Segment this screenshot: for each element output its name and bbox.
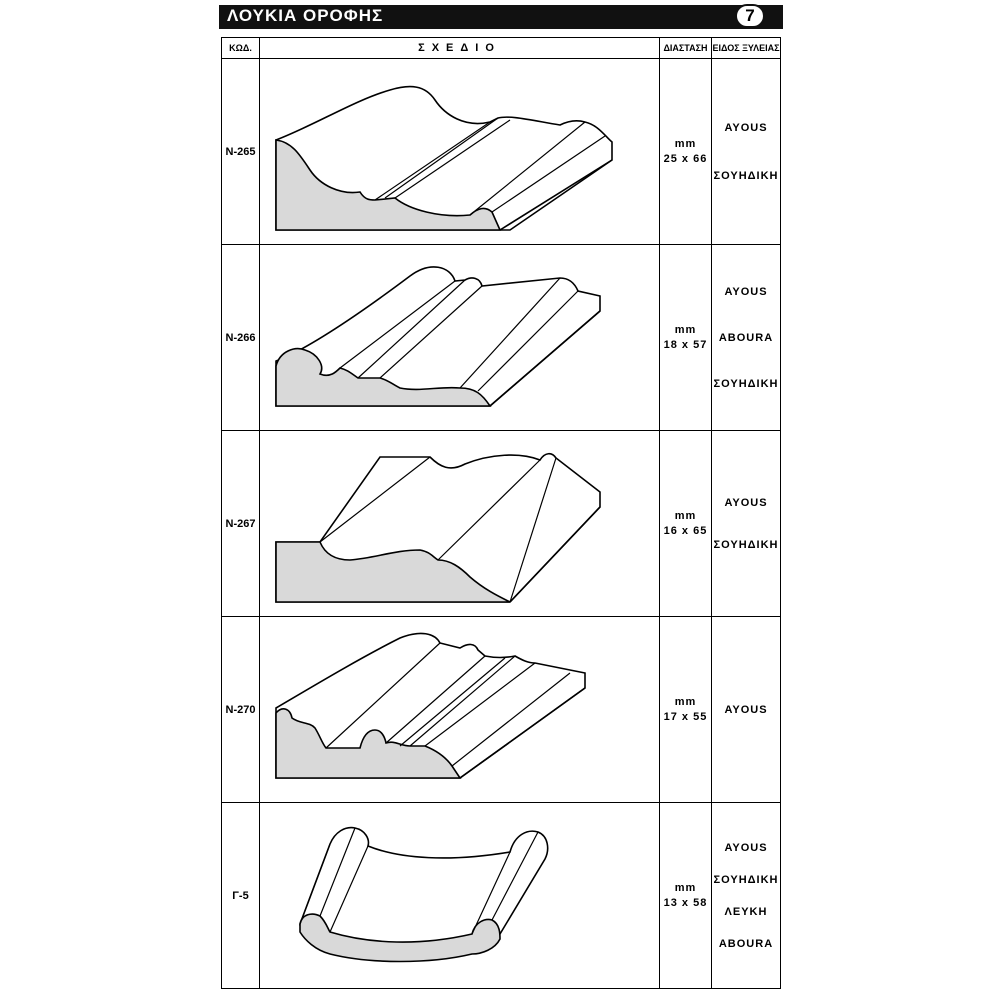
wood-type-cell [712,245,781,431]
page-number: 7 [735,4,765,28]
table-row [222,617,781,803]
table-header-row [222,38,781,59]
page-title: ΛΟΥΚΙΑ ΟΡΟΦΗΣ [227,6,384,25]
product-code: N-270 [222,617,260,803]
product-code: N-266 [222,245,260,431]
profile-drawing [260,59,660,245]
column-header-design: ΣΧΕΔΙΟ [260,38,660,59]
wood-type: AYOUS [724,121,768,134]
dimension-unit: mm [674,323,697,336]
wood-type: AYOUS [724,841,768,854]
wood-type: AYOUS [724,703,768,716]
wood-type: AYOUS [724,496,768,509]
table-row [222,803,781,989]
dimension-unit: mm [674,509,697,522]
dimension-unit: mm [674,881,697,894]
profile-drawing-n270 [260,618,660,802]
product-code: N-265 [222,59,260,245]
product-code: N-267 [222,431,260,617]
moulding-table [221,37,781,989]
profile-drawing [260,803,660,989]
table-row [222,245,781,431]
dimension-cell [660,245,712,431]
wood-type: ΣΟΥΗΔΙΚΗ [713,377,779,390]
wood-type-cell [712,431,781,617]
dimension-cell [660,59,712,245]
wood-type: ΣΟΥΗΔΙΚΗ [713,538,779,551]
profile-drawing-n267 [260,432,660,616]
wood-type: ΣΟΥΗΔΙΚΗ [713,873,779,886]
wood-type-cell [712,803,781,989]
wood-type: ABOURA [718,937,774,950]
profile-drawing [260,431,660,617]
column-header-wood-type: ΕΙΔΟΣ ΞΥΛΕΙΑΣ [712,38,781,59]
wood-type-cell [712,617,781,803]
wood-type: ΛΕΥΚΗ [724,905,768,918]
dimension-unit: mm [674,137,697,150]
column-header-code: ΚΩΔ. [222,38,260,59]
wood-type: ABOURA [718,331,774,344]
wood-type-cell [712,59,781,245]
dimension-cell [660,803,712,989]
table-row [222,59,781,245]
table-row [222,431,781,617]
wood-type: ΣΟΥΗΔΙΚΗ [713,169,779,182]
wood-type: AYOUS [724,285,768,298]
profile-drawing-n266 [260,246,660,430]
profile-drawing-n265 [260,60,660,244]
profile-drawing [260,245,660,431]
profile-drawing-g5 [260,804,660,988]
product-code: Γ-5 [222,803,260,989]
dimension-cell [660,617,712,803]
profile-drawing [260,617,660,803]
dimension-size: 16 x 65 [663,524,708,537]
dimension-size: 17 x 55 [663,710,708,723]
dimension-size: 25 x 66 [663,152,708,165]
dimension-size: 13 x 58 [663,896,708,909]
dimension-unit: mm [674,695,697,708]
dimension-size: 18 x 57 [663,338,708,351]
dimension-cell [660,431,712,617]
title-bar [219,5,783,29]
column-header-dimension: ΔΙΑΣΤΑΣΗ [660,38,712,59]
